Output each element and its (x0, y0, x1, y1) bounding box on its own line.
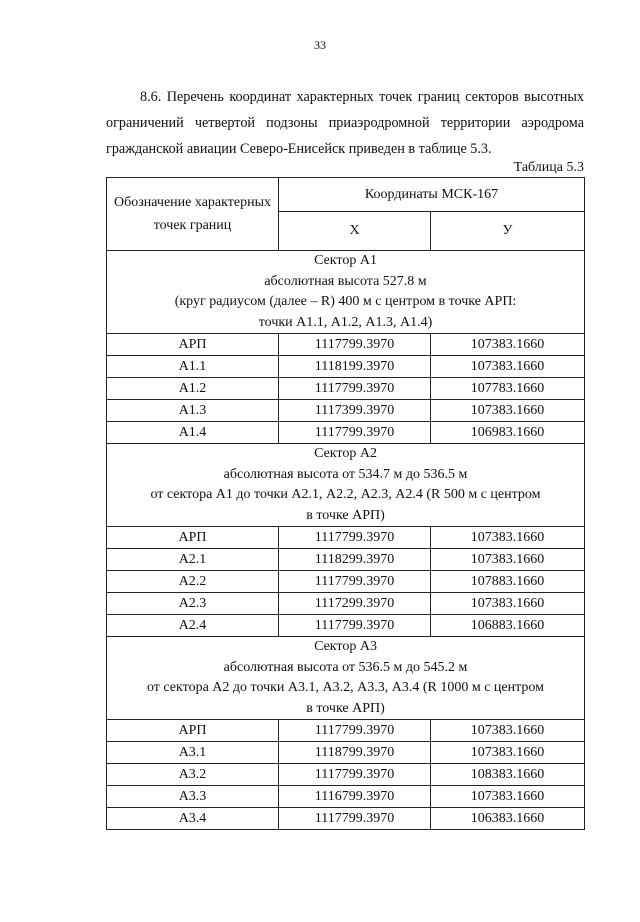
sector-line: абсолютная высота от 534.7 м до 536.5 м (223, 466, 468, 482)
y-coordinate-cell: 107383.1660 (431, 400, 585, 422)
table-row (107, 422, 585, 444)
sector-header-row (107, 637, 585, 720)
y-coordinate-cell: 106883.1660 (431, 615, 585, 637)
y-coordinate-cell: 107383.1660 (431, 593, 585, 615)
y-coordinate-cell: 106983.1660 (431, 422, 585, 444)
table-row (107, 764, 585, 786)
x-coordinate-cell: 1117799.3970 (279, 615, 431, 637)
sector-description (107, 251, 585, 334)
y-coordinate-cell: 107383.1660 (431, 786, 585, 808)
point-name-cell: А1.4 (107, 422, 279, 444)
table-header (107, 178, 585, 251)
table-row (107, 742, 585, 764)
x-coordinate-cell: 1117799.3970 (279, 571, 431, 593)
header-coordinates: Координаты МСК-167 (279, 178, 585, 212)
point-name-cell: А1.3 (107, 400, 279, 422)
x-coordinate-cell: 1117799.3970 (279, 764, 431, 786)
header-y: У (431, 212, 585, 251)
x-coordinate-cell: 1117299.3970 (279, 593, 431, 615)
y-coordinate-cell: 107383.1660 (431, 527, 585, 549)
y-coordinate-cell: 107383.1660 (431, 549, 585, 571)
intro-paragraph: 8.6. Перечень координат характерных точек границ секторов высотных ограничений четвертой подзоны приаэродромной территории аэродрома гражданской авиации Северо-Енисейск приведен в таблице 5.3. (106, 89, 584, 157)
point-name-cell: АРП (107, 527, 279, 549)
y-coordinate-cell: 107383.1660 (431, 720, 585, 742)
point-name-cell: АРП (107, 720, 279, 742)
page-number: 33 (314, 38, 326, 52)
y-coordinate-cell: 107883.1660 (431, 571, 585, 593)
point-name-cell: А3.4 (107, 808, 279, 830)
x-coordinate-cell: 1116799.3970 (279, 786, 431, 808)
y-coordinate-cell: 107383.1660 (431, 356, 585, 378)
sector-line: от сектора А2 до точки А3.1, А3.2, А3.3, А3.4 (R 1000 м с центром (146, 680, 545, 695)
sector-line: в точке АРП) (306, 507, 385, 523)
sector-line: абсолютная высота от 536.5 м до 545.2 м (223, 659, 468, 675)
y-coordinate-cell: 107383.1660 (431, 742, 585, 764)
y-coordinate-cell: 108383.1660 (431, 764, 585, 786)
sector-title: Сектор А1 (314, 253, 377, 268)
table-row (107, 378, 585, 400)
x-coordinate-cell: 1117799.3970 (279, 720, 431, 742)
table-row (107, 549, 585, 571)
sector-line: точки А1.1, А1.2, А1.3, А1.4) (258, 314, 433, 330)
point-name-cell: А2.4 (107, 615, 279, 637)
y-coordinate-cell: 107383.1660 (431, 334, 585, 356)
point-name-cell: А3.1 (107, 742, 279, 764)
point-name-cell: А1.2 (107, 378, 279, 400)
y-coordinate-cell: 107783.1660 (431, 378, 585, 400)
x-coordinate-cell: 1118199.3970 (279, 356, 431, 378)
point-name-cell: А2.2 (107, 571, 279, 593)
table-row (107, 527, 585, 549)
header-x: Х (279, 212, 431, 251)
sector-title: Сектор А3 (314, 639, 377, 654)
table-row (107, 593, 585, 615)
table-caption: Таблица 5.3 (513, 160, 584, 175)
coordinates-table (106, 177, 585, 830)
point-name-cell: А2.3 (107, 593, 279, 615)
x-coordinate-cell: 1117799.3970 (279, 378, 431, 400)
sector-header-row (107, 251, 585, 334)
table-row (107, 334, 585, 356)
point-name-cell: А3.2 (107, 764, 279, 786)
y-coordinate-cell: 106383.1660 (431, 808, 585, 830)
point-name-cell: А2.1 (107, 549, 279, 571)
sector-title: Сектор А2 (314, 446, 377, 461)
sector-line: от сектора А1 до точки А2.1, А2.2, А2.3, А2.4 (R 500 м с центром (150, 487, 541, 502)
point-name-cell: А3.3 (107, 786, 279, 808)
sector-description (107, 637, 585, 720)
x-coordinate-cell: 1117799.3970 (279, 334, 431, 356)
x-coordinate-cell: 1117799.3970 (279, 808, 431, 830)
table-row (107, 615, 585, 637)
table-row (107, 720, 585, 742)
table-row (107, 786, 585, 808)
table-row (107, 808, 585, 830)
sector-line: в точке АРП) (306, 700, 385, 716)
header-designation: Обозначение характерных точек границ (107, 178, 279, 251)
x-coordinate-cell: 1117399.3970 (279, 400, 431, 422)
x-coordinate-cell: 1117799.3970 (279, 527, 431, 549)
x-coordinate-cell: 1117799.3970 (279, 422, 431, 444)
sector-header-row (107, 444, 585, 527)
sector-line: абсолютная высота 527.8 м (264, 273, 427, 289)
x-coordinate-cell: 1118299.3970 (279, 549, 431, 571)
table-row (107, 400, 585, 422)
x-coordinate-cell: 1118799.3970 (279, 742, 431, 764)
sector-line: (круг радиусом (далее – R) 400 м с центром в точке АРП: (174, 294, 517, 309)
table-body (107, 251, 585, 830)
point-name-cell: АРП (107, 334, 279, 356)
table-row (107, 571, 585, 593)
point-name-cell: А1.1 (107, 356, 279, 378)
sector-description (107, 444, 585, 527)
table-row (107, 356, 585, 378)
